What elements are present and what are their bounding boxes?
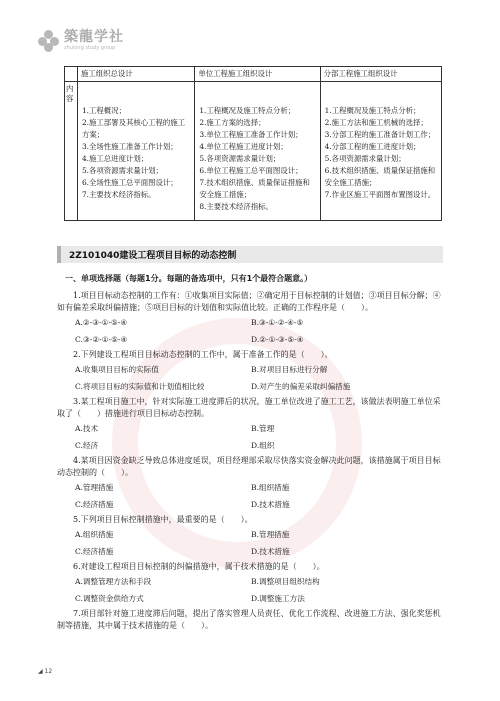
option-b: B.管理 <box>251 424 275 433</box>
flower-logo-icon <box>38 30 60 52</box>
question-item <box>57 455 445 511</box>
option-b: B.调整项目组织结构 <box>251 577 320 586</box>
option-a: A.管理措施 <box>75 483 114 492</box>
list-item: 6.技术组织措施、质量保证措施和安全施工措施； <box>324 166 436 187</box>
list-item: 4.单位工程施工进度计划； <box>199 142 288 151</box>
list-item: 6.全场性施工总平面图设计； <box>81 178 178 187</box>
page-number-value: 12 <box>44 668 53 675</box>
question-text: 1.项目目标动态控制的工作有：①收集项目实际值；②确定用于目标控制的计划值；③项目目标分解；④如有偏差采取纠偏措施；⑤项目目标的计划值和实际值比较。正确的工作程序是（ ）。 <box>57 291 441 312</box>
option-a: A.技术 <box>75 424 99 433</box>
option-d: D.技术措施 <box>251 547 290 556</box>
table-header: 施工组织总设计 <box>77 67 194 82</box>
option-d: D.调整施工方法 <box>251 594 305 603</box>
question-text: 5.下列项目目标控制措施中，最重要的是（ ）。 <box>73 515 253 524</box>
section-title: 2Z101040建设工程项目目标的动态控制 <box>69 251 237 261</box>
question-item <box>57 349 445 393</box>
option-d: D.技术措施 <box>251 500 290 509</box>
option-b: B.管理措施 <box>251 530 290 539</box>
list-item: 5.各项资源需求量计划； <box>81 166 163 175</box>
list-item: 1.工程概况及施工特点分析； <box>199 106 296 115</box>
question-text: 2.下列建设工程项目目标动态控制的工作中，属于准备工作的是（ ）。 <box>73 350 333 359</box>
option-a: A.收集项目目标的实际值 <box>75 365 159 374</box>
table-header-row <box>65 67 442 82</box>
table-cell-division <box>320 82 441 221</box>
option-a: A.组织措施 <box>75 530 114 539</box>
option-c: C.将项目目标的实际值和计划值相比较 <box>75 382 205 391</box>
list-item: 1.工程概况及施工特点分析； <box>324 106 421 115</box>
section-marker <box>57 246 61 263</box>
option-a: A.②-③-①-⑤-④ <box>75 318 128 327</box>
questions-heading: 一、单项选择题（每题1分。每题的备选项中，只有1个最符合题意。） <box>65 274 313 283</box>
option-c: C.经济措施 <box>75 547 114 556</box>
table-header: 分部工程施工组织设计 <box>320 67 441 82</box>
list-item: 5.各项资源需求量计划； <box>199 154 281 163</box>
option-b: B.③-①-②-④-⑤ <box>251 318 304 327</box>
table-row <box>65 82 442 221</box>
row-label: 内容 <box>65 82 78 221</box>
list-item: 4.分部工程的施工进度计划； <box>324 142 421 151</box>
question-item <box>57 396 445 452</box>
option-b: B.对项目目标进行分解 <box>251 365 328 374</box>
list-item: 7.主要技术经济指标。 <box>81 190 156 199</box>
list-item: 7.技术组织措施、质量保证措施和安全施工措施； <box>199 178 310 199</box>
page-number: ◢ 12 <box>38 668 53 675</box>
construction-design-table <box>64 66 442 221</box>
option-c: C.调整资金供给方式 <box>75 594 144 603</box>
list-item: 3.全场性施工准备工作计划； <box>81 142 178 151</box>
question-item <box>57 561 445 605</box>
list-item: 2.施工方案的选择； <box>199 118 266 127</box>
list-item: 2.施工方法和施工机械的选择； <box>324 118 428 127</box>
table-corner <box>65 67 78 82</box>
table-cell-general <box>77 82 194 221</box>
option-b: B.组织措施 <box>251 483 290 492</box>
question-item <box>57 608 445 632</box>
list-item: 6.单位工程施工总平面图设计； <box>199 166 303 175</box>
list-item: 5.各项资源需求量计划； <box>324 154 406 163</box>
option-d: D.②-①-③-⑤-④ <box>251 335 304 344</box>
question-list <box>57 273 445 635</box>
list-item: 4.施工总进度计划； <box>81 154 149 163</box>
section-title-bar <box>57 246 443 263</box>
option-a: A.调整管理方法和手段 <box>75 577 152 586</box>
list-item: 3.单位工程施工准备工作计划； <box>199 130 303 139</box>
brand-logo <box>38 30 124 52</box>
question-text: 6.对建设工程项目目标控制的纠偏措施中，属于技术措施的是（ ）。 <box>73 562 325 571</box>
question-text: 3.某工程项目施工中，针对实际施工进度滞后的状况，施工单位改进了施工工艺，该做法表明施工单位采取了（ ）措施进行项目目标动态控制。 <box>57 397 441 418</box>
list-item: 8.主要技术经济指标。 <box>199 202 273 211</box>
list-item: 7.作业区施工平面图布置图设计。 <box>324 190 436 199</box>
question-item <box>57 514 445 558</box>
list-item: 1.工程概况； <box>81 106 126 115</box>
option-c: C.③-②-①-⑤-④ <box>75 335 128 344</box>
option-c: C.经济 <box>75 441 99 450</box>
option-d: D.组织 <box>251 441 275 450</box>
question-item <box>57 290 445 346</box>
list-item: 2.施工部署及其核心工程的施工方案； <box>81 118 186 139</box>
logo-name: 築龍学社 <box>64 29 124 45</box>
table-header: 单位工程施工组织设计 <box>195 67 320 82</box>
question-text: 7.项目部针对施工进度滞后问题，提出了落实管理人员责任、优化工作流程、改进施工方法、强化奖惩机制等措施，其中属于技术措施的是（ ）。 <box>57 609 441 630</box>
list-item: 3.分部工程的施工准备计划工作； <box>324 130 436 139</box>
logo-subtitle: zhulong study group <box>64 45 116 51</box>
table-cell-unit <box>195 82 320 221</box>
option-c: C.经济措施 <box>75 500 114 509</box>
question-text: 4.某项目因资金缺乏导致总体进度延误，项目经理部采取尽快落实资金解决此问题，该措施属于项目目标动态控制的（ ）。 <box>57 456 441 477</box>
option-d: D.对产生的偏差采取纠偏措施 <box>251 382 351 391</box>
